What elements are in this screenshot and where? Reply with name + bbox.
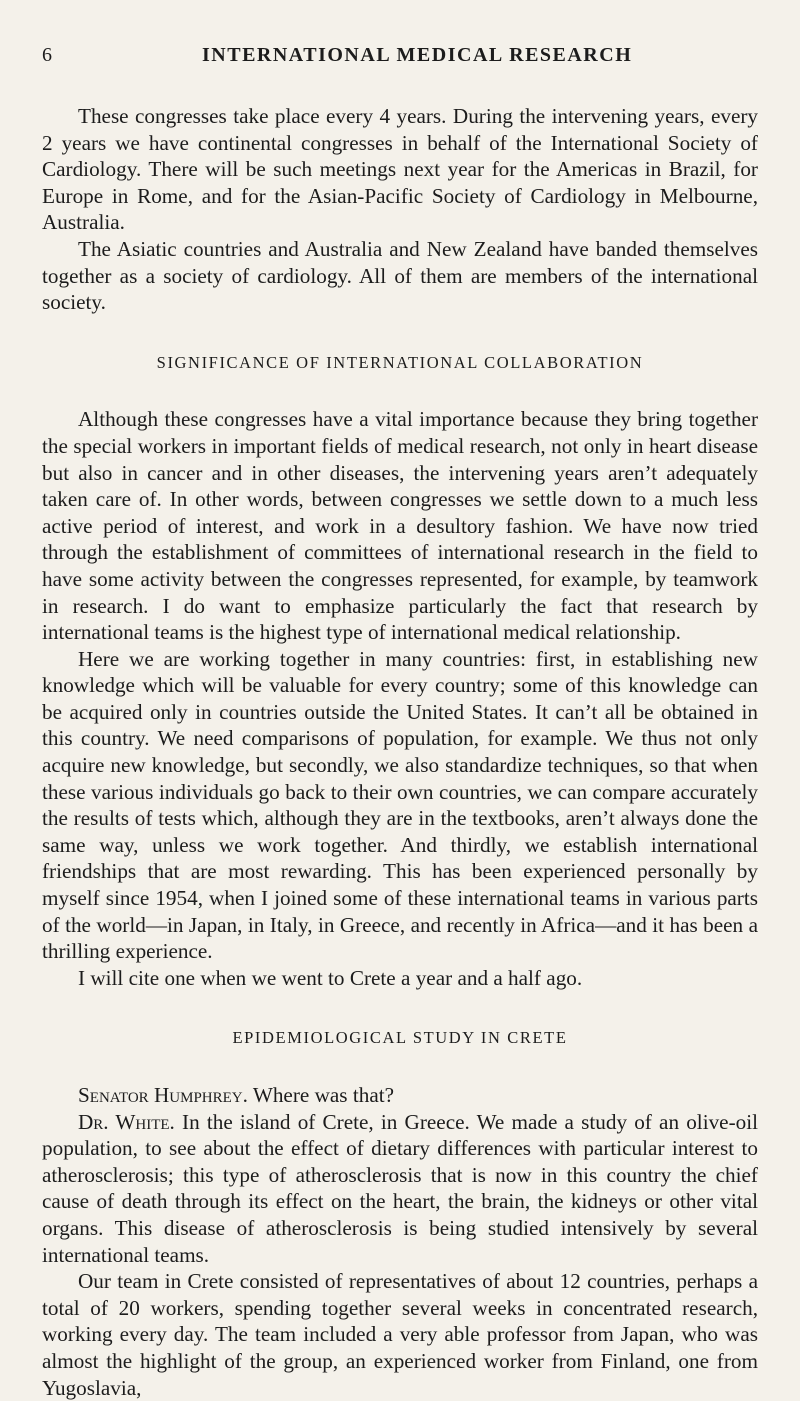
paragraph: I will cite one when we went to Crete a year and a half ago. bbox=[78, 965, 583, 990]
paragraph: Although these congresses have a vital importance because they bring together the special workers in important fields of medical research, not only in heart disease but also in cancer and in other diseases, the intervening years aren’t adequately taken care of. In other words, between congresses we settle down to a much less active period of interest, and work in a desultory fashion. We have now tried through the establishment of committees of international research in the field to have some activity between the congresses represented, for example, by teamwork in research. I do want to emphasize particularly the fact that research by international teams is the highest type of international medical relationship. bbox=[42, 407, 758, 645]
dialogue-paragraph bbox=[42, 1109, 758, 1269]
dialogue-paragraph bbox=[42, 1082, 758, 1109]
page-number: 6 bbox=[42, 44, 53, 66]
speech-text: Where was that? bbox=[252, 1083, 395, 1107]
body-text bbox=[42, 103, 758, 1401]
paragraph: The Asiatic countries and Australia and New Zealand have banded themselves together as a society of cardiology. All of them are members of the international society. bbox=[42, 236, 758, 315]
speaker-name: Dr. White. bbox=[78, 1109, 175, 1134]
paragraph: These congresses take place every 4 years. During the intervening years, every 2 years we have continental congresses in behalf of the International Society of Cardiology. There will be such meetings next year for the Americas in Brazil, for Europe in Rome, and for the Asian-Pacific Society of Cardiology in Melbourne, Australia. bbox=[42, 104, 758, 235]
paragraph: Our team in Crete consisted of representatives of about 12 countries, perhaps a total of 20 workers, spending together several weeks in concentrated research, working every day. The team included a very able professor from Japan, who was almost the highlight of the group, an experienced worker from Finland, one from Yugoslavia, bbox=[42, 1269, 758, 1400]
section-heading: SIGNIFICANCE OF INTERNATIONAL COLLABORATION bbox=[156, 352, 644, 372]
speech-text: In the island of Crete, in Greece. We made a study of an olive-oil population, to see about the effect of dietary differences with particular interest to atherosclerosis; this type of atherosclerosis that is now in this country the chief cause of death through its effect on the heart, the brain, the kidneys or other vital organs. This disease of atherosclerosis is being studied intensively by several international teams. bbox=[42, 1109, 758, 1267]
running-head bbox=[42, 44, 758, 74]
speaker-name: Senator Humphrey. bbox=[78, 1083, 248, 1107]
running-title: INTERNATIONAL MEDICAL RESEARCH bbox=[202, 44, 633, 66]
section-heading: EPIDEMIOLOGICAL STUDY IN CRETE bbox=[232, 1028, 568, 1048]
paragraph: Here we are working together in many countries: first, in establishing new knowledge which will be valuable for every country; some of this knowledge can be acquired only in countries outside the United States. It can’t all be obtained in this country. We need comparisons of population, for example. We thus not only acquire new knowledge, but secondly, we also standardize techniques, so that when these various individuals go back to their own countries, we can compare accurately the results of tests which, although they are in the textbooks, aren’t always done the same way, unless we work together. And thirdly, we establish international friendships that are most rewarding. This has been experienced personally by myself since 1954, when I joined some of these international teams in various parts of the world—in Japan, in Italy, in Greece, and recently in Africa—and it has been a thrilling experience. bbox=[42, 646, 758, 964]
